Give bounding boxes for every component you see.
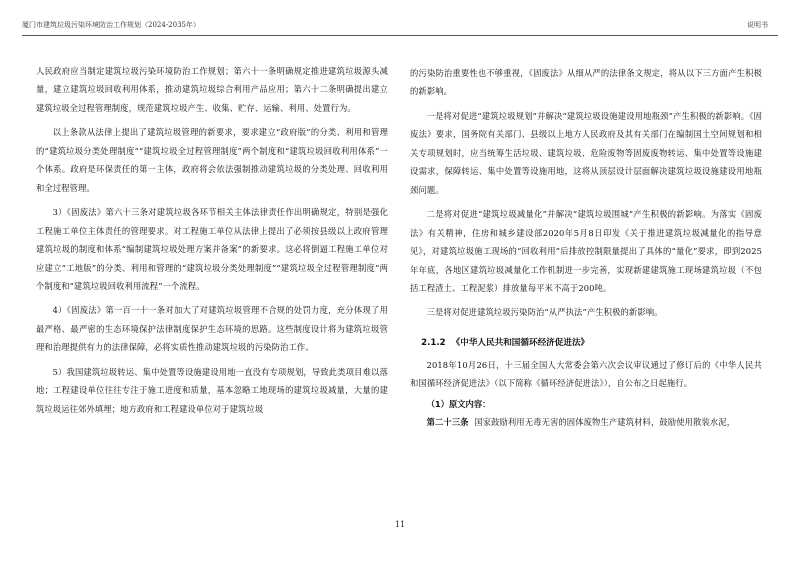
- right-column: [410, 64, 762, 431]
- article-label: 第二十三条: [426, 416, 469, 427]
- header-doc-type: 说明书: [747, 21, 768, 29]
- section-number: 2.1.2: [421, 337, 446, 348]
- left-column: [36, 62, 388, 418]
- section-heading: [410, 334, 762, 352]
- paragraph: 三是将对促进建筑垃圾污染防治“从严执法”产生积极的新影响。: [426, 307, 663, 318]
- paragraph: 二是将对促进“建筑垃圾减量化”并解决“建筑垃圾围城”产生积极的新影响。为落实《固废法》有关精神，住房和城乡建设部2020年5月8日印发《关于推进建筑垃圾减量化的指导意见》，对建筑垃圾施工现场的“回收利用”后排放控制限量提出了具体的“量化”要求，即到2025年年底，各地区建筑垃圾减量化工作机制进一步完善，实现新建建筑施工现场建筑垃圾（不包括工程渣土、工程泥浆）排放量每平米不高于200吨。: [410, 209, 762, 293]
- article-paragraph: [410, 413, 762, 431]
- paragraph: 以上条款从法律上提出了建筑垃圾管理的新要求，要求建立“政府版”的分类、利用和管理的“建筑垃圾分类处理制度”“建筑垃圾全过程管理制度”两个制度和“建筑垃圾回收利用体系”一个体系。政府是环保责任的第一主体，政府将会依法强制推动建筑垃圾的分类处理、回收利用和全过程管理。: [36, 127, 388, 193]
- header-divider: [22, 35, 778, 36]
- page-number: 11: [394, 520, 406, 529]
- subheading: （1）原文内容：: [426, 398, 491, 409]
- paragraph: 的污染防治重要性也不够重视，《固废法》从细从严的法律条文规定，将从以下三方面产生积极的新影响。: [410, 68, 762, 97]
- paragraph: 3）《固废法》第六十三条对建筑垃圾各环节相关主体法律责任作出明确规定，特别是强化工程施工单位主体责任的管理要求。对工程施工单位从法律上提出了必须按县级以上政府管理建筑垃圾的制度和体系“编制建筑垃圾处理方案并备案”的新要求。这必将倒逼工程施工单位对应建立“工地版”的分类、利用和管理的“建筑垃圾分类处理制度”“建筑垃圾全过程管理制度”两个制度和“建筑垃圾回收利用流程”一个流程。: [36, 207, 388, 291]
- paragraph: 一是将对促进“建筑垃圾规划”并解决“建筑垃圾设施建设用地瓶颈”产生积极的新影响。《固废法》要求，国务院有关部门、县级以上地方人民政府及其有关部门在编制国土空间规划和相关专项规划时，应当统筹生活垃圾、建筑垃圾、危险废物等固废废物转运、集中处置等设施建设需求，保障转运、集中处置等设施用地，这将从顶层设计层面解决建筑垃圾设施建设用地瓶颈问题。: [410, 110, 762, 195]
- article-text: 国家鼓励利用无毒无害的固体废物生产建筑材料，鼓励使用散装水泥，: [474, 416, 736, 427]
- paragraph: 4）《固废法》第一百一十一条对加大了对建筑垃圾管理不合规的处罚力度，充分体现了用最严格、最严密的生态环境保护法律制度保护生态环境的思路。这些制度设计将为建筑垃圾管理和治理提供有力的法律保障，必将实质性推动建筑垃圾的污染防治工作。: [36, 305, 388, 353]
- paragraph: 5）我国建筑垃圾转运、集中处置等设施建设用地一直没有专项规划，导致此类项目难以落地；工程建设单位往往专注于施工进度和质量，基本忽略工地现场的建筑垃圾减量，大量的建筑垃圾运往郊外填埋；地方政府和工程建设单位对于建筑垃圾: [36, 366, 388, 414]
- header-title: 厦门市建筑垃圾污染环境防治工作规划（2024-2035年）: [22, 21, 200, 29]
- page-header: [0, 0, 800, 40]
- paragraph: 2018年10月26日，十三届全国人大常委会第六次会议审议通过了修订后的《中华人民共和国循环经济促进法》（以下简称《循环经济促进法》），自公布之日起施行。: [410, 359, 762, 389]
- section-title: 《中华人民共和国循环经济促进法》: [451, 337, 590, 348]
- paragraph: 人民政府应当制定建筑垃圾污染环境防治工作规划；第六十一条明确规定推进建筑垃圾源头减量，建立建筑垃圾回收利用体系，推动建筑垃圾综合利用产品应用；第六十二条明确提出建立建筑垃圾全过程管理制度，规范建筑垃圾产生、收集、贮存、运输、利用、处置行为。: [36, 66, 388, 113]
